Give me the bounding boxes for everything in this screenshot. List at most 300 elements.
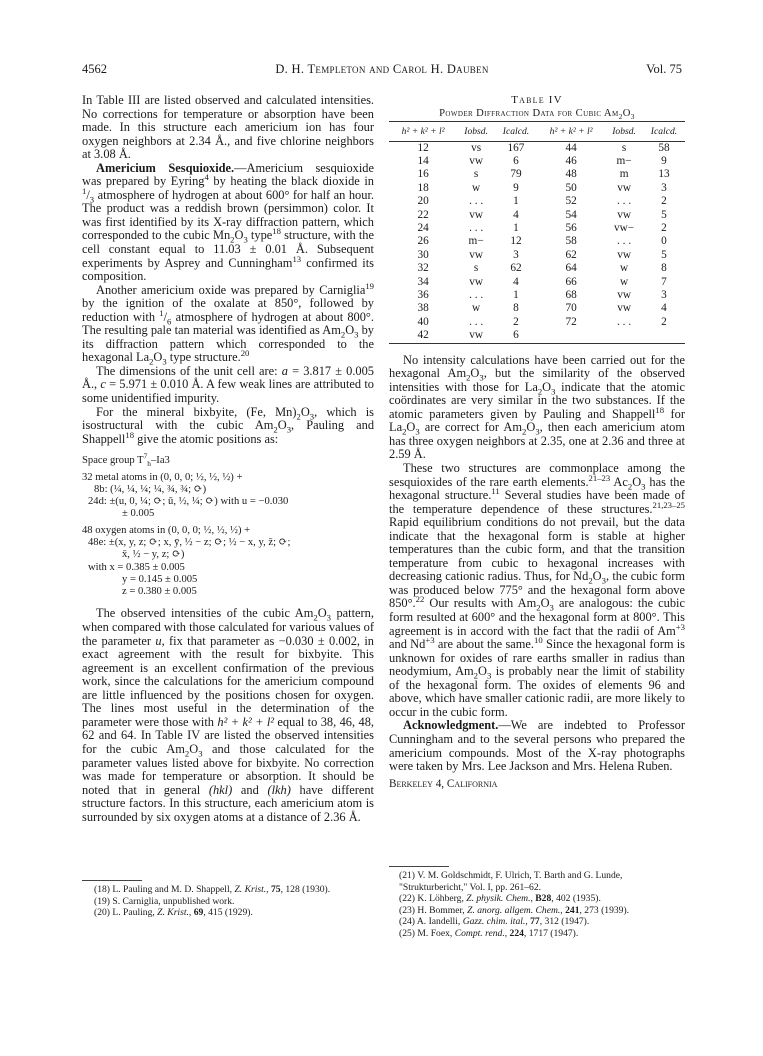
position-line: 8b: (¼, ¼, ¼; ¼, ¾, ¾; ⟳) bbox=[94, 483, 207, 495]
table-cell: . . . bbox=[617, 315, 632, 328]
paragraph bbox=[389, 719, 685, 773]
text-run: for La bbox=[389, 406, 686, 435]
text-run: by its diffraction pattern which corresponded to the hexagonal La bbox=[82, 323, 374, 365]
text-run: A. Iandelli, bbox=[416, 916, 463, 928]
subscript: 2 bbox=[340, 329, 346, 340]
subscript: 3 bbox=[243, 234, 248, 245]
table-cell: 6 bbox=[495, 329, 537, 343]
table-row bbox=[389, 329, 685, 343]
text-run: No intensity calculations have been carried out for the hexagonal Am bbox=[389, 352, 685, 381]
text-run: are analogous: the cubic form resulted at 600° and the hexagonal form at 800°. This agreement is in accord with the fact that the radii of Am bbox=[389, 596, 685, 638]
table-cell bbox=[643, 329, 685, 343]
table-cell: . . . bbox=[617, 195, 632, 208]
journal-volume: 241 bbox=[562, 904, 580, 916]
subscript: 2 bbox=[273, 424, 278, 435]
table-cell: 12 bbox=[417, 141, 429, 154]
superscript: 7 bbox=[143, 451, 148, 461]
left-footnotes bbox=[82, 884, 374, 919]
table-cell: 2 bbox=[513, 315, 519, 328]
table-cell: 7 bbox=[661, 275, 667, 288]
subscript: h bbox=[147, 459, 151, 469]
text-run: For the mineral bixbyite, (Fe, Mn) bbox=[96, 404, 297, 419]
text-run: pattern, when compared with those calculated for various values of the parameter bbox=[82, 606, 374, 648]
table-cell: 44 bbox=[565, 141, 577, 154]
text-run: confirmed its composition. bbox=[82, 255, 374, 284]
table-cell: 48 bbox=[565, 168, 577, 181]
text-run: indicate that the atomic coördinates are very similar in the two substances. If the atomic parameters given by Pauling and Shappell bbox=[389, 379, 685, 421]
text-run: are about the same. bbox=[434, 637, 535, 652]
table-cell: vw bbox=[469, 208, 484, 221]
subscript: 2 bbox=[537, 386, 543, 397]
text-run: O bbox=[592, 569, 602, 584]
table-cell: 54 bbox=[565, 208, 577, 221]
text-run: , then each americium atom has three oxygen neighbors at 2.35, one at 2.36 and three at 2.59 Å. bbox=[389, 420, 685, 462]
text-run: V. M. Goldschmidt, F. Ulrich, T. Barth and G. Lunde, "Strukturbericht," Vol. I, pp. 261–62. bbox=[399, 870, 623, 893]
volume-label: Vol. 75 bbox=[646, 62, 682, 76]
text-run: The dimensions of the unit cell are: bbox=[96, 363, 282, 378]
subscript: 2 bbox=[149, 356, 154, 367]
footnote-number: (18) bbox=[94, 884, 110, 895]
footnote bbox=[389, 905, 685, 917]
column-header: Icalcd. bbox=[495, 122, 537, 142]
table-cell: 12 bbox=[510, 235, 522, 248]
subscript: 3 bbox=[415, 426, 420, 437]
table-row bbox=[389, 209, 685, 222]
subscript: 2 bbox=[627, 481, 633, 492]
footnote bbox=[82, 896, 374, 908]
position-line: 48 oxygen atoms in (0, 0, 0; ½, ½, ½) + bbox=[82, 524, 251, 536]
paragraph: In Table III are listed observed and calculated intensities. No corrections for temperature or absorption have been made. In this structure each americium ion has four oxygen neighbors at 2.34 Å., and five chlorine neighbors at 3.08 Å. bbox=[82, 93, 374, 162]
column-header: Iobsd. bbox=[605, 122, 643, 142]
table-cell: 4 bbox=[513, 275, 519, 288]
text-run: , 312 (1947). bbox=[539, 916, 590, 928]
table-cell: vw bbox=[469, 248, 484, 261]
footnote bbox=[389, 916, 685, 928]
subscript: 3 bbox=[630, 112, 635, 122]
table-cell: 16 bbox=[417, 168, 429, 181]
subscript: 2 bbox=[230, 234, 235, 245]
table-cell: 58 bbox=[658, 141, 670, 154]
superscript: +3 bbox=[675, 621, 685, 632]
footnote bbox=[82, 907, 374, 919]
table-cell: . . . bbox=[617, 235, 632, 248]
text-run: and those calculated for the parameter values listed above for bixbyite. No correction was made for temperature or absorption. It should be noted that in general bbox=[82, 741, 374, 797]
position-line: 32 metal atoms in (0, 0, 0; ½, ½, ½) + bbox=[82, 471, 243, 483]
table-cell: 46 bbox=[565, 154, 577, 167]
journal-volume: 69 bbox=[191, 907, 204, 919]
subscript: 3 bbox=[641, 481, 646, 492]
journal-volume: 75 bbox=[268, 884, 281, 895]
table-cell: w bbox=[620, 262, 629, 275]
subscript: 2 bbox=[618, 112, 623, 122]
text-run: O bbox=[406, 420, 416, 435]
text-run: O bbox=[540, 596, 550, 611]
table-cell: 79 bbox=[510, 168, 522, 181]
table-cell: 38 bbox=[417, 302, 429, 315]
text-run: —Americium sesquioxide was prepared by Eyring bbox=[82, 160, 374, 189]
table-cell: 62 bbox=[510, 262, 522, 275]
text-run: Rapid equilibrium conditions do not prevail, but the data indicate that the hexagonal form is stable at higher temperatures than the cubic form, and that the transition temperature from cubic to hexagonal increases with decreasing cationic radius. Thus, for Nd bbox=[389, 515, 685, 584]
table-cell: 5 bbox=[661, 208, 667, 221]
table-cell: 34 bbox=[417, 275, 429, 288]
text-run: , which is isostructural with the cubic Am bbox=[82, 404, 375, 433]
table-cell: 1 bbox=[513, 195, 519, 208]
table-cell: vw bbox=[617, 289, 631, 302]
table-cell: . . . bbox=[469, 221, 484, 234]
text-run: are correct for Am bbox=[419, 420, 523, 435]
journal-name: Compt. rend., bbox=[454, 927, 508, 939]
table-cell: 1 bbox=[513, 221, 519, 234]
table-cell: 72 bbox=[565, 315, 577, 328]
table-cell: 4 bbox=[513, 208, 519, 221]
table-cell: 2 bbox=[661, 221, 667, 234]
table-cell: 3 bbox=[513, 248, 519, 261]
subscript: 2 bbox=[588, 575, 593, 586]
paragraph bbox=[82, 607, 374, 824]
position-line: z = 0.380 ± 0.005 bbox=[122, 586, 197, 598]
table-cell: 68 bbox=[565, 289, 577, 302]
table-cell: 56 bbox=[565, 221, 577, 234]
subscript: 3 bbox=[535, 426, 540, 437]
text-run: The observed intensities of the cubic Am bbox=[96, 606, 314, 621]
table-cell: 62 bbox=[565, 248, 577, 261]
subscript: 3 bbox=[549, 602, 554, 613]
position-line: 24d: ±(u, 0, ¼; ⟳; ū, ½, ¼; ⟳) with u = −0.030 bbox=[88, 496, 289, 508]
reference-marker: 18 bbox=[125, 429, 135, 440]
text-run: , 128 (1930). bbox=[280, 884, 331, 895]
superscript: +3 bbox=[425, 635, 435, 645]
text-run: , the cubic form was produced below 775° and the hexagonal form above 850°. bbox=[389, 569, 685, 611]
subscript: 2 bbox=[296, 411, 301, 422]
journal-name: Z. Krist., bbox=[234, 884, 269, 895]
table-cell: 13 bbox=[658, 168, 670, 181]
table-cell: 5 bbox=[661, 248, 667, 261]
variable: (hkl) bbox=[208, 782, 233, 797]
table-cell: 22 bbox=[417, 208, 429, 221]
reference-marker: 11 bbox=[491, 485, 500, 496]
footnote bbox=[389, 928, 685, 940]
footnote-number: (23) bbox=[399, 904, 415, 916]
text-run: Another americium oxide was prepared by Carniglia bbox=[96, 282, 366, 297]
text-run: —We are indebted to Professor Cunningham and to the several persons who prepared the americium compounds. Most of the X-ray photographs were taken by Mrs. Lee Jackson and Mrs. Helena Ruben. bbox=[389, 718, 685, 774]
table-cell: 2 bbox=[661, 315, 667, 328]
subscript: 3 bbox=[162, 356, 167, 367]
column-header: h² + k² + l² bbox=[537, 122, 605, 142]
text-run: type structure. bbox=[166, 350, 241, 365]
variable: c bbox=[100, 377, 106, 392]
footnote-number: (21) bbox=[399, 870, 415, 881]
text-run: = 3.817 ± 0.005 Å., bbox=[82, 363, 375, 392]
text-run: These two structures are commonplace among the sesquioxides of the rare earth elements. bbox=[389, 461, 685, 489]
text-run: , 273 (1939). bbox=[579, 904, 630, 916]
table-cell: vw bbox=[617, 208, 631, 221]
column-header: h² + k² + l² bbox=[389, 122, 457, 142]
table-row bbox=[389, 168, 685, 181]
table-cell: s bbox=[473, 168, 479, 181]
section-heading: Americium Sesquioxide. bbox=[96, 160, 235, 175]
subscript: 2 bbox=[536, 602, 541, 613]
table-cell: 2 bbox=[661, 195, 667, 208]
subscript: 3 bbox=[551, 386, 556, 397]
text-run: and Nd bbox=[389, 637, 426, 652]
table-cell: 42 bbox=[389, 329, 457, 343]
subscript: 3 bbox=[479, 372, 484, 383]
table-cell: 9 bbox=[661, 154, 667, 167]
table-row bbox=[389, 222, 685, 235]
table-cell: vw bbox=[617, 181, 631, 194]
text-run: O bbox=[277, 418, 287, 433]
text-run: , 1717 (1947). bbox=[523, 927, 579, 939]
subscript: 3 bbox=[198, 748, 203, 759]
table-cell bbox=[605, 329, 643, 343]
running-title: D. H. Templeton and Carol H. Dauben bbox=[275, 62, 489, 76]
table-cell: 9 bbox=[513, 181, 519, 194]
journal-volume: 224 bbox=[507, 927, 524, 939]
text-run: O bbox=[234, 228, 244, 243]
variable: h² + k² + l² bbox=[217, 714, 275, 729]
text-run: Powder Diffraction Data for Cubic Am bbox=[439, 108, 619, 119]
subscript: 2 bbox=[466, 372, 471, 383]
journal-volume: B28 bbox=[532, 893, 552, 905]
text-run: Our results with Am bbox=[424, 596, 537, 611]
text-run: structure, with the cell constant equal to 11.03 ± 0.01 Å. Subsequent experiments by Asprey and Cunningham bbox=[82, 228, 374, 270]
subscript: 3 bbox=[354, 329, 359, 340]
text-run: , fix that parameter as −0.030 ± 0.002, in exact agreement with the result for bixbyite. This agreement is an excellent confirmation of the previous work, since the calculations for the americium compound are little influenced by the positions chosen for oxygen. The lines most useful in the determination of the parameter were those with bbox=[82, 633, 374, 729]
table-cell bbox=[537, 329, 605, 343]
fraction-denominator: 3 bbox=[89, 194, 95, 205]
reference-marker: 4 bbox=[204, 172, 209, 183]
text-run: O bbox=[526, 420, 536, 435]
table-cell: vw bbox=[469, 154, 484, 167]
table-cell: 6 bbox=[513, 154, 519, 167]
text-run: have different structure factors. In this structure, each americium atom is surrounded by six oxygen atoms at a distance of 2.36 Å. bbox=[82, 782, 374, 824]
text-run: O bbox=[622, 108, 631, 119]
paragraph bbox=[82, 406, 374, 447]
text-run: Since the hexagonal form is unknown for oxides of rare earths smaller in radius than neodymium, Am bbox=[389, 637, 685, 679]
space-group-line bbox=[82, 451, 374, 469]
table-cell: w bbox=[472, 181, 481, 194]
table-row bbox=[389, 276, 685, 289]
table-row bbox=[389, 289, 685, 302]
table-row bbox=[389, 235, 685, 248]
table-cell: vs bbox=[471, 141, 482, 154]
subscript: 3 bbox=[326, 612, 331, 623]
position-line: ± 0.005 bbox=[122, 508, 155, 520]
text-run: O bbox=[189, 741, 199, 756]
text-run: L. Pauling, bbox=[112, 907, 158, 919]
paragraph bbox=[389, 462, 685, 719]
subscript: 2 bbox=[184, 748, 190, 759]
text-run: O bbox=[478, 664, 487, 679]
table-row bbox=[389, 155, 685, 168]
subscript: 2 bbox=[473, 670, 478, 681]
table-row bbox=[389, 302, 685, 315]
table-cell: 36 bbox=[417, 289, 429, 302]
text-run: , 415 (1929). bbox=[203, 907, 253, 919]
text-run: Ac bbox=[610, 474, 628, 489]
footnote bbox=[82, 884, 374, 896]
text-run: H. Bommer, bbox=[417, 904, 468, 916]
text-run: type bbox=[247, 228, 273, 243]
text-run: , Pauling and Shappell bbox=[82, 418, 375, 446]
text-run: O bbox=[345, 323, 355, 338]
powder-diffraction-table bbox=[389, 121, 685, 344]
right-footnotes bbox=[389, 870, 685, 940]
text-run: O bbox=[153, 350, 163, 365]
table-cell: m− bbox=[468, 235, 484, 248]
table-cell: 3 bbox=[661, 181, 667, 194]
journal-name: Z. physik. Chem., bbox=[466, 893, 533, 905]
text-run: , but the similarity of the observed intensities with those for La bbox=[389, 366, 685, 394]
reference-marker: 13 bbox=[292, 253, 302, 264]
text-run: O bbox=[300, 404, 310, 419]
footnote bbox=[389, 893, 685, 905]
position-line: 48e: ±(x, y, z; ⟳; x, ȳ, ½ − z; ⟳; ½ − x, y, z̄; ⟳; bbox=[88, 537, 291, 548]
text-run: , 402 (1935). bbox=[551, 893, 601, 905]
table-cell: 66 bbox=[565, 275, 577, 288]
table-row bbox=[389, 195, 685, 208]
table-cell: 20 bbox=[417, 195, 429, 208]
text-run: = 5.971 ± 0.010 Å. A few weak lines are attributed to some unidentified impurity. bbox=[82, 377, 374, 406]
reference-marker: 18 bbox=[655, 404, 665, 415]
subscript: 3 bbox=[601, 575, 606, 586]
table-header-row bbox=[389, 122, 685, 142]
paragraph: Americium Sesquioxide.—Americium sesquioxide was prepared by Eyring$^4$ by heating the black dioxide in $^1/_3$ atmosphere of hydrogen at about 600° for half an hour. The product was a reddish brown (persimmon) color. It was first identified by its X-ray diffraction pattern, which corresponded to the cubic $Mn_2O_3$ type$^{18}$ structure, with the cell constant equal to 11.03 ± 0.01 Å. Subsequent experiments by Asprey and Cunningham$^{13}$ confirmed its composition. bbox=[82, 160, 374, 284]
position-line: y = 0.145 ± 0.005 bbox=[122, 573, 198, 585]
table-cell: m bbox=[619, 168, 629, 181]
table-cell: 167 bbox=[507, 141, 525, 154]
journal-name: Gazz. chim. ital., bbox=[462, 916, 528, 928]
column-header: Icalcd. bbox=[643, 122, 685, 142]
page-number: 4562 bbox=[82, 62, 107, 76]
text-run: atmosphere of hydrogen at about 800°. The resulting pale tan material was identified as Am bbox=[82, 309, 374, 338]
table-cell: 4 bbox=[661, 302, 667, 315]
text-run: give the atomic positions as: bbox=[134, 431, 279, 446]
paragraph: Another americium oxide was prepared by Carniglia$^{19}$ by the ignition of the oxalate at 850°, followed by reduction with $^1/_6$ atmosphere of hydrogen at about 800°. The resulting pale tan material was identified as $Am_2O_3$ by its diffraction pattern which corresponded to the hexagonal $La_2O_3$ type structure.$^{20}$ bbox=[82, 280, 374, 367]
table-cell: . . . bbox=[469, 195, 484, 208]
footnote-number: (19) bbox=[94, 895, 110, 907]
table-cell: w bbox=[620, 275, 629, 288]
fraction-numerator: 1 bbox=[159, 307, 164, 318]
table-cell: 50 bbox=[565, 181, 577, 194]
paragraph bbox=[389, 354, 685, 462]
reference-marker: 18 bbox=[272, 226, 281, 237]
table-cell: 64 bbox=[565, 262, 577, 275]
table-cell: 1 bbox=[513, 289, 519, 302]
subscript: 2 bbox=[402, 426, 407, 437]
subscript: 3 bbox=[286, 424, 292, 435]
table-cell: vw bbox=[617, 302, 631, 315]
table-cell: 26 bbox=[417, 235, 429, 248]
variable: u bbox=[155, 633, 162, 648]
fraction-denominator: 6 bbox=[167, 316, 172, 327]
footnote-number: (24) bbox=[399, 916, 415, 928]
table-cell: 30 bbox=[417, 248, 429, 261]
text-run: O bbox=[632, 474, 642, 489]
author-address: Berkeley 4, California bbox=[389, 777, 498, 790]
paragraph bbox=[82, 365, 374, 406]
left-column bbox=[82, 94, 374, 824]
fraction-numerator: 1 bbox=[82, 185, 87, 196]
table-cell: s bbox=[473, 262, 479, 275]
text-run: has the hexagonal structure. bbox=[389, 474, 685, 503]
table-cell: . . . bbox=[469, 289, 484, 302]
table-cell: 32 bbox=[417, 262, 429, 275]
right-column bbox=[389, 94, 685, 791]
subscript: 2 bbox=[313, 612, 318, 623]
text-run: and bbox=[232, 782, 268, 797]
table-row bbox=[389, 182, 685, 195]
footnote-number: (20) bbox=[94, 907, 110, 919]
reference-marker: 22 bbox=[415, 594, 425, 605]
text-run: K. Löhberg, bbox=[417, 893, 467, 905]
position-line: with x = 0.385 ± 0.005 bbox=[88, 561, 185, 573]
text-run: Space group T bbox=[82, 455, 144, 467]
reference-marker: 10 bbox=[534, 635, 543, 645]
text-run: –Ia3 bbox=[151, 455, 170, 467]
reference-marker: 20 bbox=[240, 348, 250, 359]
journal-name: Z. anorg. allgem. Chem., bbox=[467, 904, 563, 916]
footnote bbox=[389, 870, 685, 893]
table-cell: 8 bbox=[513, 302, 519, 315]
table-cell: 24 bbox=[417, 221, 429, 234]
position-line: x̄, ½ − y, z; ⟳) bbox=[122, 549, 185, 561]
atomic-positions-block bbox=[82, 451, 374, 598]
subscript: 2 bbox=[522, 426, 527, 437]
table-cell: s bbox=[621, 141, 627, 154]
table-cell: 58 bbox=[565, 235, 577, 248]
footnote-rule bbox=[82, 880, 142, 881]
text-run: S. Carniglia, unpublished work. bbox=[112, 895, 235, 907]
table-cell: 18 bbox=[417, 181, 429, 194]
table-row bbox=[389, 316, 685, 329]
reference-marker: 21,23–25 bbox=[652, 499, 685, 510]
reference-marker: 19 bbox=[365, 280, 374, 291]
table-cell: 14 bbox=[417, 154, 429, 167]
text-run: equal to 38, 46, 48, 62 and 64. In Table IV are listed the observed intensities for the cubic Am bbox=[82, 714, 374, 756]
table-row bbox=[389, 262, 685, 275]
footnote-number: (22) bbox=[399, 893, 415, 905]
variable: a bbox=[281, 363, 288, 378]
table-cell: vw bbox=[617, 248, 631, 261]
running-header bbox=[82, 62, 682, 78]
table-cell: vw bbox=[457, 329, 495, 343]
table-subcaption bbox=[389, 107, 685, 121]
table-cell: 8 bbox=[661, 262, 667, 275]
text-run: by the ignition of the oxalate at 850°, followed by reduction with bbox=[82, 296, 374, 324]
column-header: Iobsd. bbox=[457, 122, 495, 142]
variable: (lkh) bbox=[267, 782, 291, 797]
table-cell: 70 bbox=[565, 302, 577, 315]
table-cell: vw− bbox=[614, 221, 635, 234]
table-cell: 3 bbox=[661, 289, 667, 302]
footnote-rule bbox=[389, 866, 449, 867]
table-cell: . . . bbox=[469, 315, 484, 328]
table-cell: m− bbox=[616, 154, 632, 167]
table-cell: 52 bbox=[565, 195, 577, 208]
subscript: 3 bbox=[486, 670, 492, 681]
text-run: is probably near the limit of stability of the hexagonal form. The oxides of elements 96 and above, which have smaller cationic radii, are more likely to occur in the cubic form. bbox=[389, 664, 685, 719]
text-run: by heating the black dioxide in bbox=[208, 174, 374, 189]
text-run: atmosphere of hydrogen at about 600° for half an hour. The product was a reddish brown (persimmon) color. It was first identified by its X-ray diffraction pattern, which corresponded to the cubic Mn bbox=[82, 187, 374, 243]
journal-name: Z. Krist., bbox=[157, 907, 192, 919]
table-cell: vw bbox=[469, 275, 484, 288]
footnote-number: (25) bbox=[399, 927, 415, 939]
text-run: M. Foex, bbox=[417, 927, 455, 939]
text-run: O bbox=[542, 379, 552, 394]
reference-marker: 21–23 bbox=[588, 472, 611, 483]
section-heading: Acknowledgment. bbox=[403, 718, 499, 733]
